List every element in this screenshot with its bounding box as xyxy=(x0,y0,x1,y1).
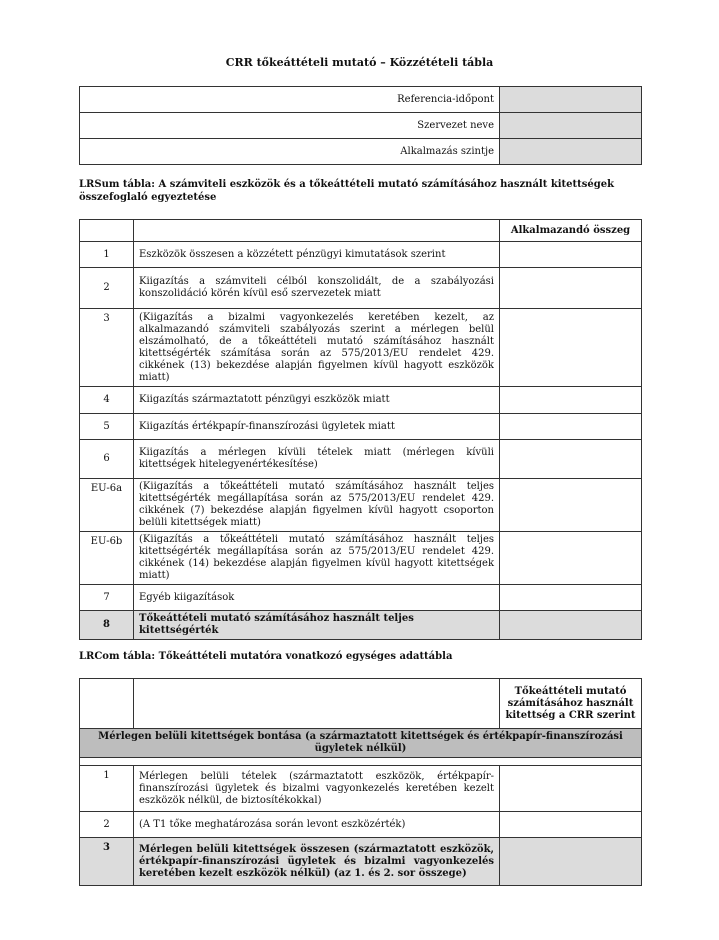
lrcom-section-row xyxy=(80,729,642,758)
row-description: Mérlegen belüli tételek (származtatott eszközök, értékpapír-finanszírozási ügyletek és bizalmi vagyonkezelés keretében kezelt eszközök nélkül, de biztosítékokkal) xyxy=(134,766,500,812)
meta-table xyxy=(79,86,642,165)
row-number: EU-6a xyxy=(80,479,134,532)
lrcom-amount-header: Tőkeáttételi mutató számításához használt kitettség a CRR szerint xyxy=(500,679,642,729)
table-row xyxy=(80,387,642,414)
row-description: (Kiigazítás a tőkeáttételi mutató számításához használt teljes kitettségérték megállapítása során az 575/2013/EU rendelet 429. cikkének (14) bekezdése alapján figyelmen kívül hagyott kitettségek miatt) xyxy=(134,532,500,585)
meta-label: Alkalmazás szintje xyxy=(80,139,500,165)
amount-cell[interactable] xyxy=(500,414,642,440)
row-number: 8 xyxy=(80,611,134,640)
table-row-total xyxy=(80,838,642,886)
meta-value-cell[interactable] xyxy=(500,113,642,139)
lrsum-heading xyxy=(79,178,641,204)
row-description: (Kiigazítás a tőkeáttételi mutató számításához használt teljes kitettségérték megállapítása során az 575/2013/EU rendelet 429. cikkének (7) bekezdése alapján figyelmen kívül hagyott csoporton belüli kitettségek miatt) xyxy=(134,479,500,532)
meta-row-application-level xyxy=(80,139,642,165)
row-number: 1 xyxy=(80,766,134,812)
spacer-cell xyxy=(80,758,642,766)
row-description: Eszközök összesen a közzétett pénzügyi kimutatások szerint xyxy=(134,242,500,268)
amount-cell[interactable] xyxy=(500,309,642,387)
table-row xyxy=(80,414,642,440)
meta-row-entity-name xyxy=(80,113,642,139)
row-description: (A T1 tőke meghatározása során levont eszközérték) xyxy=(134,812,500,838)
lrcom-heading xyxy=(79,650,641,663)
header-empty-cell xyxy=(134,220,500,242)
lrsum-table xyxy=(79,219,642,640)
header-empty-cell xyxy=(134,679,500,729)
row-number: 2 xyxy=(80,268,134,309)
row-number: 1 xyxy=(80,242,134,268)
meta-value-cell[interactable] xyxy=(500,139,642,165)
amount-cell[interactable] xyxy=(500,440,642,479)
amount-cell[interactable] xyxy=(500,532,642,585)
header-empty-cell xyxy=(80,220,134,242)
table-row xyxy=(80,268,642,309)
row-description: Mérlegen belüli kitettségek összesen (származtatott eszközök, értékpapír-finanszírozási ügyletek és bizalmi vagyonkezelés keretében kezelt eszközök nélkül) (az 1. és 2. sor összege) xyxy=(134,838,500,886)
row-description: Tőkeáttételi mutató számításához használt teljes kitettségérték xyxy=(134,611,500,640)
row-number: 7 xyxy=(80,585,134,611)
lrcom-header-row xyxy=(80,679,642,729)
meta-value-cell[interactable] xyxy=(500,87,642,113)
lrcom-table xyxy=(79,678,642,886)
table-row xyxy=(80,812,642,838)
section-header: Mérlegen belüli kitettségek bontása (a származtatott kitettségek és értékpapír-finanszírozási ügyletek nélkül) xyxy=(80,729,642,758)
table-row xyxy=(80,766,642,812)
table-row xyxy=(80,532,642,585)
row-number: 2 xyxy=(80,812,134,838)
amount-cell[interactable] xyxy=(500,242,642,268)
table-row-total xyxy=(80,611,642,640)
amount-cell[interactable] xyxy=(500,766,642,812)
lrsum-heading-text: A számviteli eszközök és a tőkeáttételi mutató számításához használt kitettségek összefoglaló egyeztetése xyxy=(79,179,615,203)
header-empty-cell xyxy=(80,679,134,729)
table-row xyxy=(80,440,642,479)
meta-label: Referencia-időpont xyxy=(80,87,500,113)
row-number: 3 xyxy=(80,309,134,387)
row-description: Kiigazítás a számviteli célból konszolidált, de a szabályozási konszolidáció körén kívül eső szervezetek miatt xyxy=(134,268,500,309)
table-row xyxy=(80,309,642,387)
lrcom-heading-text: Tőkeáttételi mutatóra vonatkozó egységes adattábla xyxy=(155,651,453,662)
amount-cell[interactable] xyxy=(500,387,642,414)
row-description: Egyéb kiigazítások xyxy=(134,585,500,611)
document-title: CRR tőkeáttételi mutató – Közzétételi tábla xyxy=(225,56,494,69)
amount-cell[interactable] xyxy=(500,268,642,309)
amount-cell[interactable] xyxy=(500,812,642,838)
amount-cell[interactable] xyxy=(500,611,642,640)
meta-label: Szervezet neve xyxy=(80,113,500,139)
lrsum-header-row xyxy=(80,220,642,242)
table-row xyxy=(80,479,642,532)
row-number: 6 xyxy=(80,440,134,479)
row-number: EU-6b xyxy=(80,532,134,585)
amount-cell[interactable] xyxy=(500,585,642,611)
lrsum-heading-label: LRSum tábla: xyxy=(79,179,155,190)
row-number: 3 xyxy=(80,838,134,886)
row-number: 5 xyxy=(80,414,134,440)
row-description: Kiigazítás származtatott pénzügyi eszközök miatt xyxy=(134,387,500,414)
amount-cell[interactable] xyxy=(500,479,642,532)
row-description: (Kiigazítás a bizalmi vagyonkezelés keretében kezelt, az alkalmazandó számviteli szabályozás szerint a mérlegen belül elszámolható, de a tőkeáttételi mutató számításához használt kitettségérték számítása során az 575/2013/EU rendelet 429. cikkének (13) bekezdése alapján figyelmen kívül hagyott eszközök miatt) xyxy=(134,309,500,387)
table-row xyxy=(80,242,642,268)
meta-row-reference-date xyxy=(80,87,642,113)
lrsum-amount-header: Alkalmazandó összeg xyxy=(500,220,642,242)
lrcom-heading-label: LRCom tábla: xyxy=(79,651,156,662)
table-row xyxy=(80,585,642,611)
row-number: 4 xyxy=(80,387,134,414)
row-description: Kiigazítás a mérlegen kívüli tételek miatt (mérlegen kívüli kitettségek hitelegyenértékesítése) xyxy=(134,440,500,479)
spacer-row xyxy=(80,758,642,766)
row-description: Kiigazítás értékpapír-finanszírozási ügyletek miatt xyxy=(134,414,500,440)
amount-cell[interactable] xyxy=(500,838,642,886)
